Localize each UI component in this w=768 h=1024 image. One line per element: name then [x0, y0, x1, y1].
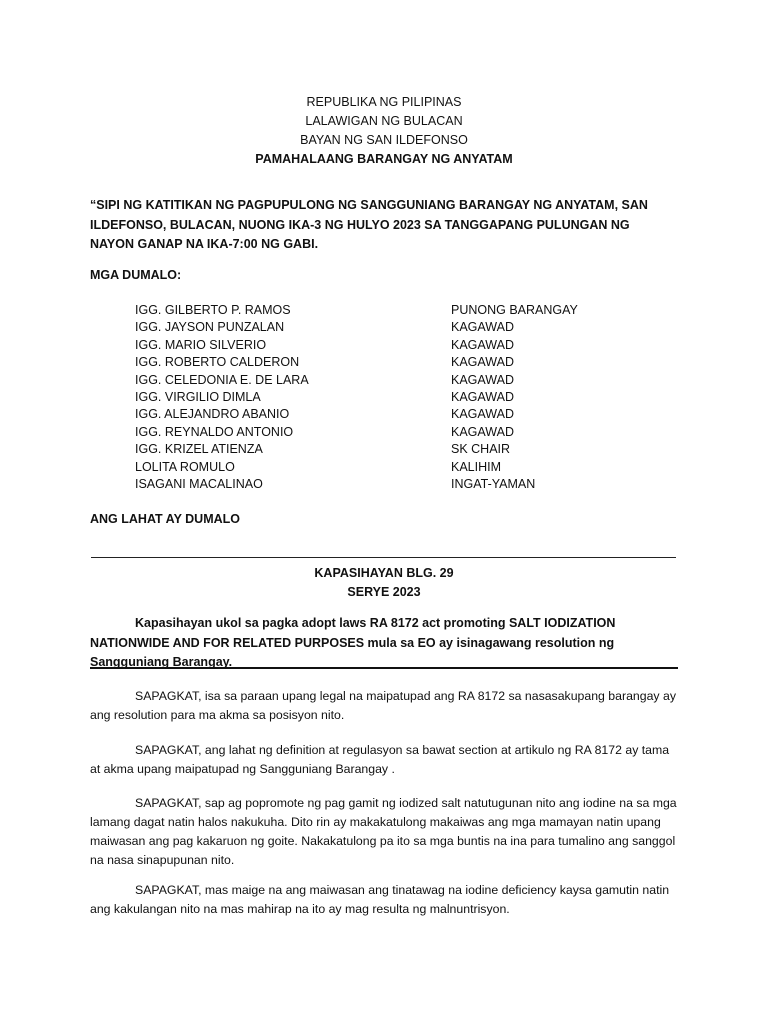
header-municipality: BAYAN NG SAN ILDEFONSO — [300, 133, 468, 147]
attendee-row — [135, 319, 635, 336]
minutes-intro: “SIPI NG KATITIKAN NG PAGPUPULONG NG SANGGUNIANG BARANGAY NG ANYATAM, SAN ILDEFONSO, BULACAN, NUONG IKA-3 NG HULYO 2023 SA TANGGAPANG PULUNGAN NG NAYON GANAP NA IKA-7:00 NG GABI. — [90, 198, 648, 251]
attendee-name: IGG. JAYSON PUNZALAN — [135, 320, 285, 335]
header-country: REPUBLIKA NG PILIPINAS — [306, 95, 462, 109]
attendee-name: IGG. ALEJANDRO ABANIO — [135, 407, 290, 422]
attendee-role: KAGAWAD — [451, 424, 514, 439]
attendee-row — [135, 354, 635, 371]
whereas-paragraph: SAPAGKAT, isa sa paraan upang legal na maipatupad ang RA 8172 sa nasasakupang barangay ay ang resolution para ma akma sa posisyon nito. — [90, 689, 676, 722]
attendee-row — [135, 372, 635, 389]
whereas-paragraph: SAPAGKAT, ang lahat ng definition at regulasyon sa bawat section at artikulo ng RA 8172 ay tama at akma upang maipatupad ng Sangguniang Barangay . — [90, 743, 670, 776]
header-barangay: PAMAHALAANG BARANGAY NG ANYATAM — [255, 152, 513, 166]
attendee-row — [135, 337, 635, 354]
attendee-row — [135, 389, 635, 406]
attendee-name: IGG. ROBERTO CALDERON — [135, 355, 300, 370]
attendee-role: KAGAWAD — [451, 407, 514, 422]
attendee-row — [135, 424, 635, 441]
resolution-subject: Kapasihayan ukol sa pagka adopt laws RA 8172 act promoting SALT IODIZATION NATIONWIDE AND FOR RELATED PURPOSES mula sa EO ay isinagawang resolution ng Sangguniang Barangay. — [90, 616, 616, 669]
attendee-role: SK CHAIR — [451, 442, 511, 457]
whereas-paragraph: SAPAGKAT, sap ag popromote ng pag gamit ng iodized salt natutugunan nito ang iodine na sa mga lamang dagat natin halos nakukuha. Dito rin ay makakatulong makaiwas ang mga mamayan natin upang maiwasan ang pag kakaruon ng goite. Nakakatulong pa ito sa mga buntis na ina para tumalino ang sanggol na nasa sinapupunan nito. — [90, 796, 677, 867]
attendee-role: INGAT-YAMAN — [451, 476, 536, 491]
attendee-role: PUNONG BARANGAY — [451, 303, 578, 317]
attendee-row — [135, 302, 635, 319]
attendee-role: KAGAWAD — [451, 372, 514, 387]
attendee-name: LOLITA ROMULO — [135, 459, 235, 474]
attendee-role: KAGAWAD — [451, 355, 514, 370]
attendee-name: IGG. KRIZEL ATIENZA — [135, 442, 263, 457]
attendees-list — [135, 302, 635, 493]
attendee-name: IGG. MARIO SILVERIO — [135, 337, 267, 352]
attendee-name: IGG. CELEDONIA E. DE LARA — [135, 372, 309, 387]
attendee-row — [135, 406, 635, 423]
attendee-role: KAGAWAD — [451, 320, 514, 335]
attendees-title: MGA DUMALO: — [90, 268, 182, 282]
resolution-series: SERYE 2023 — [347, 585, 421, 599]
attendee-role: KAGAWAD — [451, 337, 514, 352]
attendee-row — [135, 441, 635, 458]
attendee-name: IGG. GILBERTO P. RAMOS — [135, 303, 291, 317]
resolution-number: KAPASIHAYAN BLG. 29 — [314, 566, 454, 580]
attendee-role: KAGAWAD — [451, 389, 514, 404]
attendee-name: IGG. REYNALDO ANTONIO — [135, 424, 294, 439]
document-header — [0, 93, 768, 169]
attendee-role: KALIHIM — [451, 459, 502, 474]
resolution-heading — [0, 564, 768, 602]
subject-divider — [90, 667, 678, 669]
attendee-name: ISAGANI MACALINAO — [135, 476, 263, 491]
header-province: LALAWIGAN NG BULACAN — [305, 114, 463, 128]
whereas-paragraph: SAPAGKAT, mas maige na ang maiwasan ang tinatawag na iodine deficiency kaysa gamutin natin ang kakulangan nito na mas mahirap na ito ay mag resulta ng malnuntrisyon. — [90, 883, 670, 916]
attendee-row — [135, 476, 635, 493]
attendee-row — [135, 459, 635, 476]
attendee-name: IGG. VIRGILIO DIMLA — [135, 389, 261, 404]
attendance-note: ANG LAHAT AY DUMALO — [90, 512, 240, 526]
section-divider — [91, 557, 676, 558]
